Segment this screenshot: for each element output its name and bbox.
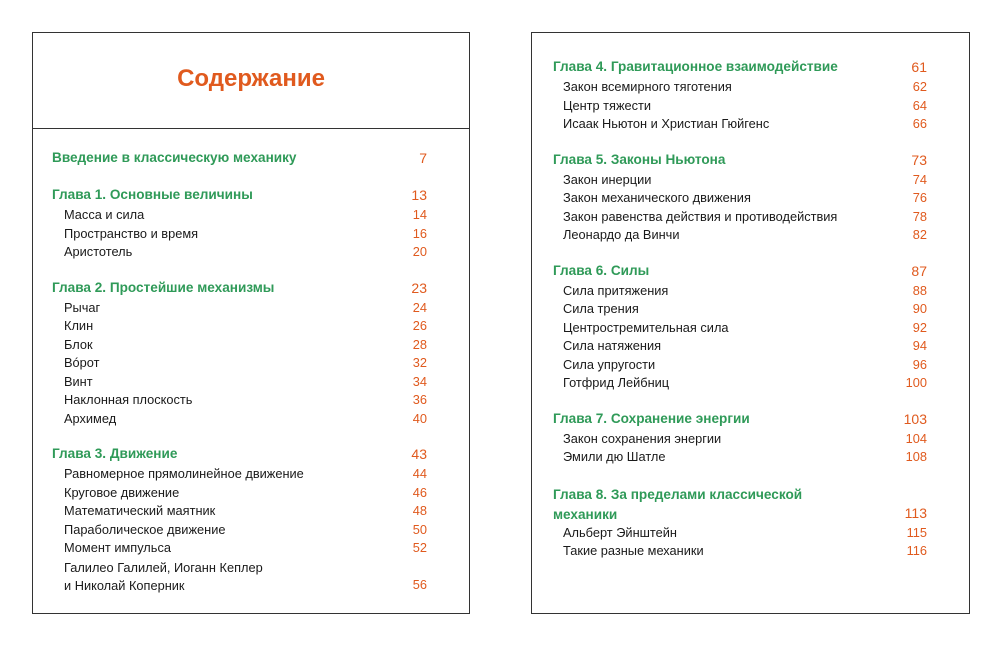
page-number: 64 <box>912 97 927 113</box>
section-title: Блок <box>64 336 93 352</box>
toc-chapter-entry <box>532 263 969 283</box>
page-number: 74 <box>912 171 927 187</box>
page-number: 13 <box>411 187 427 203</box>
chapter-title: Глава 5. Законы Ньютона <box>553 151 726 167</box>
page-number: 113 <box>904 504 927 521</box>
page-number: 46 <box>412 484 427 500</box>
section-title: Исаак Ньютон и Христиан Гюйгенс <box>563 116 770 131</box>
page-number: 87 <box>911 262 927 279</box>
toc-section-entry <box>532 525 969 544</box>
page-number: 66 <box>912 116 927 131</box>
chapter-title: Глава 6. Силы <box>553 262 650 278</box>
section-title: Закон механического движения <box>563 190 751 205</box>
page-number: 92 <box>912 319 927 335</box>
toc-section-entry <box>532 116 969 135</box>
section-title: Центростремительная сила <box>563 319 729 335</box>
toc-section-entry <box>532 449 969 468</box>
toc-section-entry <box>33 226 469 245</box>
chapter-title: Глава 4. Гравитационное взаимодействие <box>553 59 838 74</box>
page-number: 36 <box>412 392 427 407</box>
toc-section-entry <box>33 300 469 319</box>
section-title: Вóрот <box>64 355 100 370</box>
page-number: 7 <box>419 150 427 166</box>
section-gap <box>532 394 969 411</box>
toc-section-entry <box>33 374 469 393</box>
title-line-2: механики <box>553 506 618 522</box>
page-number: 40 <box>412 410 427 426</box>
toc-section-entry <box>33 485 469 504</box>
toc-right <box>532 59 969 562</box>
page-number: 108 <box>905 449 927 464</box>
page-number: 94 <box>912 338 927 353</box>
section-title: Архимед <box>64 410 117 426</box>
page-number: 50 <box>412 521 427 537</box>
page-number: 115 <box>906 524 927 540</box>
toc-section-entry <box>33 207 469 226</box>
chapter-title: Введение в классическую механику <box>52 150 297 165</box>
toc-chapter-entry <box>532 411 969 431</box>
page-number: 48 <box>412 503 427 518</box>
toc-chapter-entry <box>532 485 969 525</box>
toc-section-entry <box>532 543 969 562</box>
page-number: 88 <box>912 282 927 298</box>
toc-section-entry <box>532 320 969 339</box>
section-gap <box>532 246 969 263</box>
toc-section-entry <box>33 559 469 596</box>
page-number: 43 <box>411 446 427 462</box>
section-title: Рычаг <box>64 299 101 315</box>
page-number: 23 <box>411 279 427 296</box>
chapter-title: Глава 1. Основные величины <box>52 187 253 202</box>
page-number: 100 <box>905 375 927 390</box>
section-title: Закон равенства действия и противодействия <box>563 208 838 224</box>
section-title: Параболическое движение <box>64 521 226 537</box>
page-number: 28 <box>412 336 427 352</box>
section-title: Готфрид Лейбниц <box>563 375 670 390</box>
toc-section-entry <box>33 355 469 374</box>
toc-section-entry <box>33 411 469 430</box>
toc-section-entry <box>532 431 969 450</box>
section-title: Сила упругости <box>563 356 656 372</box>
page-number: 52 <box>412 540 427 555</box>
toc-section-entry <box>33 540 469 559</box>
toc-section-entry <box>33 522 469 541</box>
page-number: 104 <box>905 430 927 446</box>
toc-section-entry <box>532 209 969 228</box>
toc-chapter-entry <box>33 187 469 207</box>
title-line-2: и Николай Коперник <box>64 578 185 593</box>
toc-chapter-entry <box>532 152 969 172</box>
toc-section-entry <box>33 318 469 337</box>
chapter-title <box>553 485 802 525</box>
section-title: Альберт Эйнштейн <box>563 524 677 540</box>
page-number: 82 <box>912 227 927 242</box>
section-title: Центр тяжести <box>563 97 652 113</box>
section-title <box>64 559 263 596</box>
section-title: Наклонная плоскость <box>64 392 193 407</box>
title-box <box>33 33 469 129</box>
page-number: 78 <box>912 208 927 224</box>
left-page <box>32 32 470 614</box>
toc-section-entry <box>532 357 969 376</box>
section-gap <box>33 429 469 446</box>
section-title: Сила натяжения <box>563 338 662 353</box>
toc-left <box>33 150 469 596</box>
section-title: Математический маятник <box>64 503 216 518</box>
page-number: 103 <box>903 410 927 427</box>
section-gap <box>532 468 969 485</box>
toc-chapter-entry <box>33 280 469 300</box>
page-number: 16 <box>412 225 427 241</box>
toc-section-entry <box>532 227 969 246</box>
toc-section-entry <box>532 190 969 209</box>
page-number: 34 <box>412 373 427 389</box>
page-number: 44 <box>412 466 427 481</box>
page-number: 116 <box>906 543 927 558</box>
section-title: Закон инерции <box>563 171 652 187</box>
page-number: 14 <box>412 207 427 222</box>
toc-section-entry <box>33 337 469 356</box>
page-number: 56 <box>412 577 427 592</box>
toc-section-entry <box>532 375 969 394</box>
page-number: 20 <box>412 244 427 259</box>
page-title: Содержание <box>177 65 325 92</box>
section-title: Сила притяжения <box>563 282 669 298</box>
section-title: Винт <box>64 373 93 389</box>
page-number: 76 <box>912 190 927 205</box>
toc-section-entry <box>33 466 469 485</box>
section-title: Пространство и время <box>64 225 199 241</box>
toc-chapter-entry <box>33 446 469 466</box>
toc-section-entry <box>33 244 469 263</box>
section-title: Сила трения <box>563 301 639 316</box>
title-line-1: Глава 8. За пределами классической <box>553 486 803 502</box>
section-title: Момент импульса <box>64 540 171 555</box>
right-page <box>531 32 970 614</box>
section-title: Закон всемирного тяготения <box>563 79 732 94</box>
toc-section-entry <box>532 338 969 357</box>
section-title: Масса и сила <box>64 207 145 222</box>
page-number: 62 <box>912 79 927 94</box>
toc-chapter-entry <box>532 59 969 79</box>
toc-chapter-entry <box>33 150 469 170</box>
title-line-1: Галилео Галилей, Иоганн Кеплер <box>64 559 263 575</box>
toc-section-entry <box>532 283 969 302</box>
page-number: 26 <box>412 318 427 333</box>
page-number: 32 <box>412 355 427 370</box>
section-title: Равномерное прямолинейное движение <box>64 466 304 481</box>
section-gap <box>33 170 469 187</box>
page-number: 90 <box>912 301 927 316</box>
page-number: 96 <box>912 356 927 372</box>
section-title: Леонардо да Винчи <box>563 227 680 242</box>
section-title: Такие разные механики <box>563 543 704 558</box>
chapter-title: Глава 7. Сохранение энергии <box>553 410 750 426</box>
section-title: Эмили дю Шатле <box>563 449 666 464</box>
page-number: 24 <box>412 299 427 315</box>
toc-section-entry <box>532 301 969 320</box>
section-title: Аристотель <box>64 244 133 259</box>
page-number: 61 <box>911 59 927 75</box>
toc-section-entry <box>33 503 469 522</box>
section-gap <box>532 135 969 152</box>
chapter-title: Глава 2. Простейшие механизмы <box>52 279 275 295</box>
section-gap <box>33 263 469 280</box>
section-title: Клин <box>64 318 94 333</box>
toc-section-entry <box>33 392 469 411</box>
toc-section-entry <box>532 79 969 98</box>
section-title: Закон сохранения энергии <box>563 430 722 446</box>
toc-section-entry <box>532 172 969 191</box>
chapter-title: Глава 3. Движение <box>52 446 178 461</box>
section-title: Круговое движение <box>64 484 180 500</box>
page-number: 73 <box>911 151 927 168</box>
toc-section-entry <box>532 98 969 117</box>
